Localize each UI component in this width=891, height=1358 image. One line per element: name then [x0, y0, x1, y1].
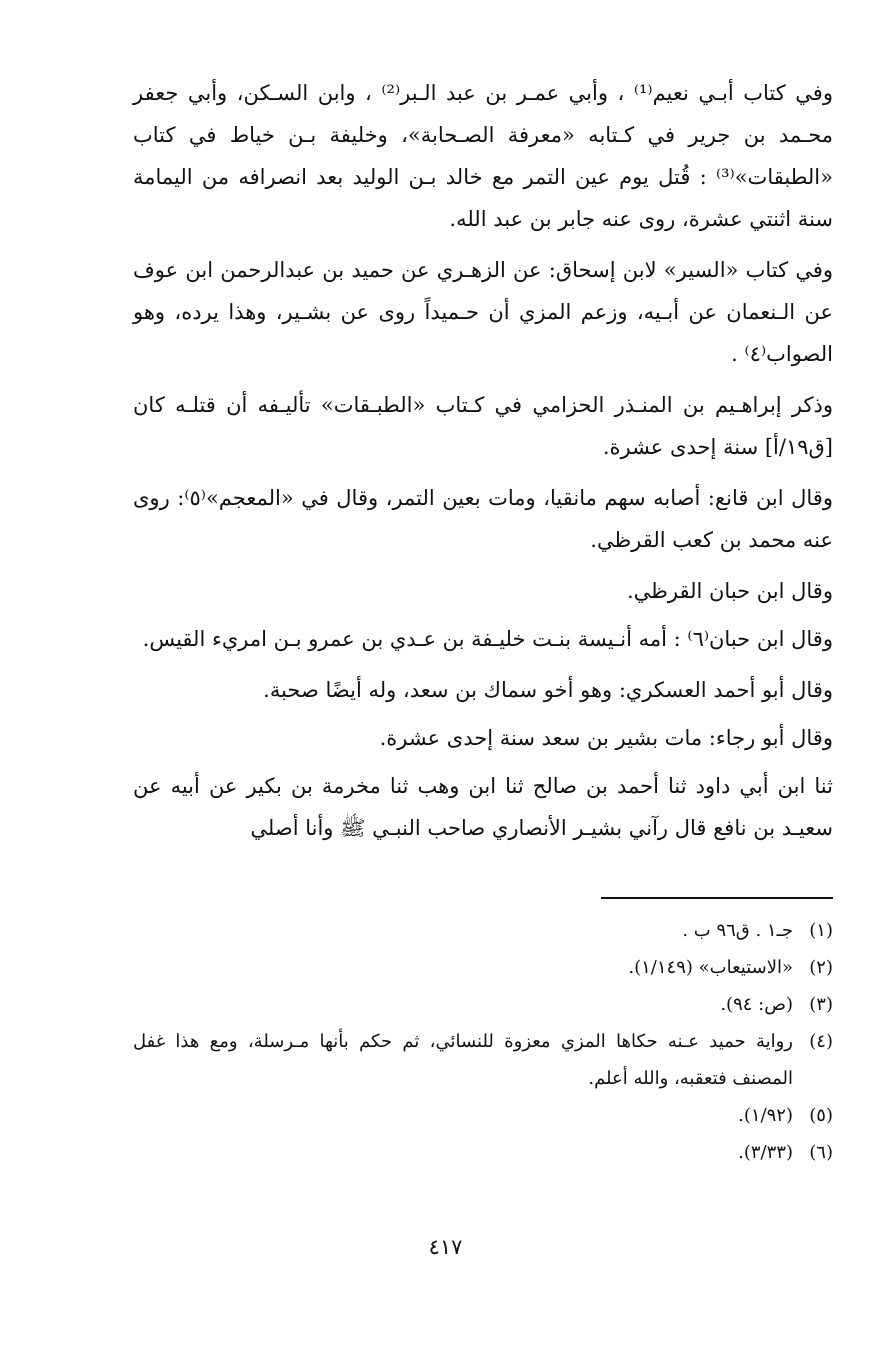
- footnote-5: [133, 1097, 833, 1134]
- footnote-separator: [601, 897, 833, 899]
- paragraph-1: وفي كتاب أبـي نعيم⁽¹⁾ ، وأبي عمـر بن عبد الـبر⁽²⁾ ، وابن السـكن، وأبي جعفر محـمد بن جرير في كـتابه «معرفة الصـحابة»، وخليفة بـن خياط في كتاب «الطبقات»⁽³⁾ : قُتل يوم عين التمر مع خالد بـن الوليد بعد انصرافه من اليمامة سنة اثنتي عشرة، روى عنه جابر بن عبد الله.: [133, 81, 833, 231]
- page-number: ٤١٧: [428, 1235, 463, 1259]
- footnote-text: (١/٩٢).: [738, 1105, 793, 1126]
- footnote-number: (٦): [809, 1142, 833, 1163]
- footnote-text: (ص: ٩٤).: [720, 994, 793, 1015]
- footnote-number: (١): [809, 920, 833, 941]
- footnote-6: [133, 1134, 833, 1171]
- footnote-number: (٤): [809, 1031, 833, 1052]
- paragraph-5: وقال ابن حبان القرظي.: [626, 579, 833, 603]
- main-text: [133, 72, 833, 858]
- footnote-3: [133, 986, 833, 1023]
- footnote-text: رواية حميد عـنه حكاها المزي معزوة للنسائي، ثم حكم بأنها مـرسلة، ومع هذا غفل المصنف فتعقبه، والله أعلم.: [133, 1031, 793, 1089]
- footnote-text: «الاستيعاب» (١/١٤٩).: [628, 957, 793, 978]
- paragraph-8: وقال أبو رجاء: مات بشير بن سعد سنة إحدى عشرة.: [379, 726, 833, 750]
- footnote-number: (٣): [809, 994, 833, 1015]
- footnote-text: (٣/٣٣).: [738, 1142, 793, 1163]
- paragraph-9: ثنا ابن أبي داود ثنا أحمد بن صالح ثنا ابن وهب ثنا مخرمة بن بكير عن أبيه عن سعيـد بن نافع قال رآني بشيـر الأنصاري صاحب النبـي ﷺ وأنا أصلي: [133, 774, 833, 840]
- paragraph-2: وفي كتاب «السير» لابن إسحاق: عن الزهـري عن حميد بن عبدالرحمن ابن عوف عن الـنعمان عن أبـيه، وزعم المزي أن حـميداً روى عن بشـير، وهذا يرده، وهو الصواب⁽٤⁾ .: [133, 258, 834, 366]
- footnote-number: (٥): [809, 1105, 833, 1126]
- footnote-number: (٢): [809, 957, 833, 978]
- paragraph-7: وقال أبو أحمد العسكري: وهو أخو سماك بن سعد، وله أيضًا صحبة.: [263, 678, 833, 702]
- footnote-4: [133, 1023, 833, 1097]
- footnote-2: [133, 949, 833, 986]
- footnote-1: [133, 912, 833, 949]
- footnotes: [133, 912, 833, 1171]
- footnote-text: جـ١ . ق٩٦ ب .: [682, 920, 793, 941]
- paragraph-4: وقال ابن قانع: أصابه سهم مانقيا، ومات بعين التمر، وقال في «المعجم»⁽٥⁾: روى عنه محمد بن كعب القرظي.: [133, 486, 833, 552]
- paragraph-3: وذكر إبراهـيم بن المنـذر الحزامي في كـتاب «الطبـقات» تأليـفه أن قتلـه كان [ق١٩/أ] سنة إحدى عشرة.: [133, 393, 833, 459]
- paragraph-6: وقال ابن حبان⁽٦⁾ : أمه أنـيسة بنـت خليـفة بن عـدي بن عمرو بـن امريء القيس.: [142, 627, 833, 651]
